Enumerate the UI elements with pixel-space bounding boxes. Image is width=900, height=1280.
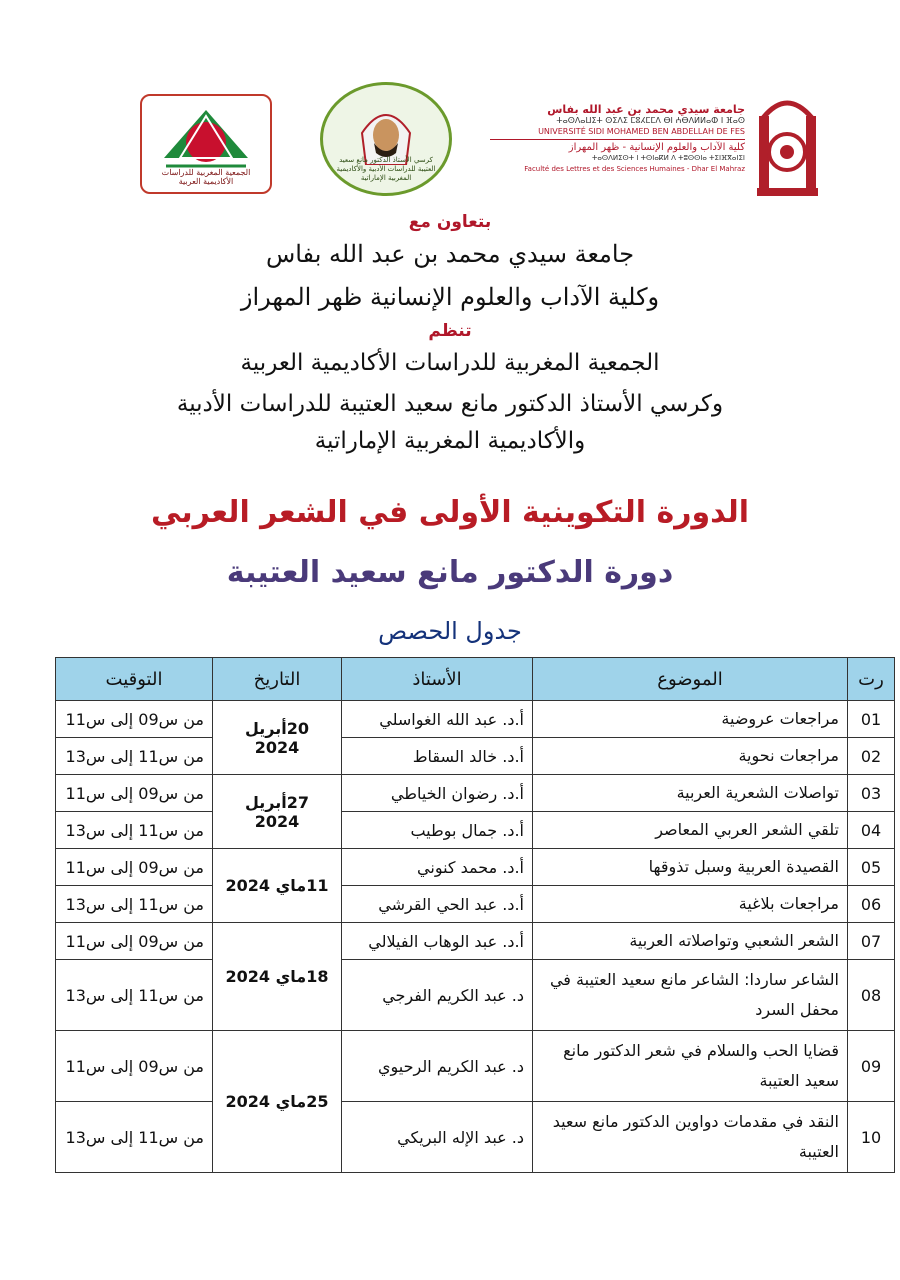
row-num: 07	[848, 923, 895, 960]
row-topic: القصيدة العربية وسبل تذوقها	[533, 849, 848, 886]
row-num: 02	[848, 738, 895, 775]
row-prof: د. عبد الإله البريكي	[342, 1102, 533, 1173]
row-num: 03	[848, 775, 895, 812]
row-prof: أ.د. عبد الوهاب الفيلالي	[342, 923, 533, 960]
header-time: التوقيت	[56, 658, 213, 701]
faculty-name-arabic: كلية الآداب والعلوم الإنسانية - ظهر المهراز	[568, 142, 745, 153]
row-num: 10	[848, 1102, 895, 1173]
chair-logo	[320, 82, 452, 196]
row-topic: مراجعات بلاغية	[533, 886, 848, 923]
table-row	[56, 1031, 895, 1102]
row-time: من س11 إلى س13	[56, 960, 213, 1031]
row-prof: د. عبد الكريم الفرجي	[342, 960, 533, 1031]
schedule-table	[55, 657, 895, 1173]
table-row	[56, 812, 895, 849]
table-row	[56, 1102, 895, 1173]
row-topic: مراجعات نحوية	[533, 738, 848, 775]
university-identity	[490, 104, 745, 204]
faculty-name-french: Faculté des Lettres et des Sciences Humaines - Dhar El Mahraz	[524, 165, 745, 173]
row-topic: الشاعر ساردا: الشاعر مانع سعيد العتيبة في محفل السرد	[533, 960, 848, 1031]
row-time: من س11 إلى س13	[56, 738, 213, 775]
association-logo-caption: الجمعية المغربية للدراسات الأكاديمية العربية	[161, 168, 251, 186]
row-time: من س09 إلى س11	[56, 701, 213, 738]
header-prof: الأستاذ	[342, 658, 533, 701]
row-topic: تلقي الشعر العربي المعاصر	[533, 812, 848, 849]
row-topic: قضايا الحب والسلام في شعر الدكتور مانع سعيد العتيبة	[533, 1031, 848, 1102]
header-date: التاريخ	[213, 658, 342, 701]
schedule-title: جدول الحصص	[378, 617, 522, 645]
row-prof: د. عبد الكريم الرحيوي	[342, 1031, 533, 1102]
row-prof: أ.د. خالد السقاط	[342, 738, 533, 775]
university-name-tifinagh: ⵜⴰⵙⴷⴰⵡⵉⵜ ⵙⵉⴷⵉ ⵎⵓⵃⵎⵎⴷ ⴱⵏ ⵄⴱⴷⵍⵍⴰⵀ ⵏ ⴼⴰⵙ	[556, 116, 745, 125]
organizer-chair: وكرسي الأستاذ الدكتور مانع سعيد العتيبة للدراسات الأدبية	[176, 391, 724, 417]
organizer-association: الجمعية المغربية للدراسات الأكاديمية العربية	[240, 350, 660, 376]
row-time: من س11 إلى س13	[56, 886, 213, 923]
table-row	[56, 960, 895, 1031]
row-topic: الشعر الشعبي وتواصلاته العربية	[533, 923, 848, 960]
row-time: من س11 إلى س13	[56, 812, 213, 849]
table-row	[56, 923, 895, 960]
row-time: من س11 إلى س13	[56, 1102, 213, 1173]
table-row	[56, 849, 895, 886]
partner-faculty: وكلية الآداب والعلوم الإنسانية ظهر المهراز	[240, 283, 660, 311]
row-time: من س09 إلى س11	[56, 775, 213, 812]
organizer-academy: والأكاديمية المغربية الإماراتية	[314, 428, 586, 454]
course-subtitle: دورة الدكتور مانع سعيد العتيبة	[226, 555, 674, 590]
row-topic: مراجعات عروضية	[533, 701, 848, 738]
header-topic: الموضوع	[533, 658, 848, 701]
header-logos	[130, 82, 820, 207]
row-time: من س09 إلى س11	[56, 1031, 213, 1102]
divider	[490, 139, 745, 140]
association-logo	[140, 94, 272, 194]
header-num: رت	[848, 658, 895, 701]
row-prof: أ.د. عبد الحي القرشي	[342, 886, 533, 923]
row-num: 09	[848, 1031, 895, 1102]
course-title: الدورة التكوينية الأولى في الشعر العربي	[150, 495, 750, 530]
row-date: 27أبريل 2024	[213, 775, 342, 849]
table-row	[56, 775, 895, 812]
row-num: 06	[848, 886, 895, 923]
row-prof: أ.د. جمال بوطيب	[342, 812, 533, 849]
table-row	[56, 738, 895, 775]
table-row	[56, 701, 895, 738]
university-name-arabic: جامعة سيدي محمد بن عبد الله بفاس	[547, 103, 745, 116]
organize-label: تنظم	[428, 321, 472, 341]
table-header-row	[56, 658, 895, 701]
row-num: 04	[848, 812, 895, 849]
row-date: 25ماي 2024	[213, 1031, 342, 1173]
collab-label: بتعاون مع	[408, 212, 492, 232]
faculty-name-tifinagh: ⵜⴰⵙⴷⵍⵉⵙⵜ ⵏ ⵜⵙⵏⴰⴽⵍ ⴷ ⵜⵓⵙⵙⵏⴰ ⵜⵉⵏⴼⴳⴰⵏⵉⵏ	[592, 154, 745, 162]
row-date: 11ماي 2024	[213, 849, 342, 923]
row-prof: أ.د. محمد كنوني	[342, 849, 533, 886]
row-prof: أ.د. عبد الله الغواسلي	[342, 701, 533, 738]
row-topic: النقد في مقدمات دواوين الدكتور مانع سعيد العتيبة	[533, 1102, 848, 1173]
row-num: 05	[848, 849, 895, 886]
row-time: من س09 إلى س11	[56, 923, 213, 960]
university-emblem-icon	[755, 92, 820, 202]
university-name-french: UNIVERSITÉ SIDI MOHAMED BEN ABDELLAH DE FES	[538, 127, 745, 136]
row-num: 08	[848, 960, 895, 1031]
row-topic: تواصلات الشعرية العربية	[533, 775, 848, 812]
table-row	[56, 886, 895, 923]
row-date: 18ماي 2024	[213, 923, 342, 1031]
row-date: 20أبريل 2024	[213, 701, 342, 775]
row-prof: أ.د. رضوان الخياطي	[342, 775, 533, 812]
row-time: من س09 إلى س11	[56, 849, 213, 886]
row-num: 01	[848, 701, 895, 738]
association-emblem-icon	[162, 108, 250, 174]
chair-logo-caption: كرسي الأستاذ الدكتور مانع سعيد العتيبة للدراسات الأدبية والأكاديمية المغربية الإماراتية	[336, 156, 436, 182]
partner-university: جامعة سيدي محمد بن عبد الله بفاس	[265, 240, 635, 268]
